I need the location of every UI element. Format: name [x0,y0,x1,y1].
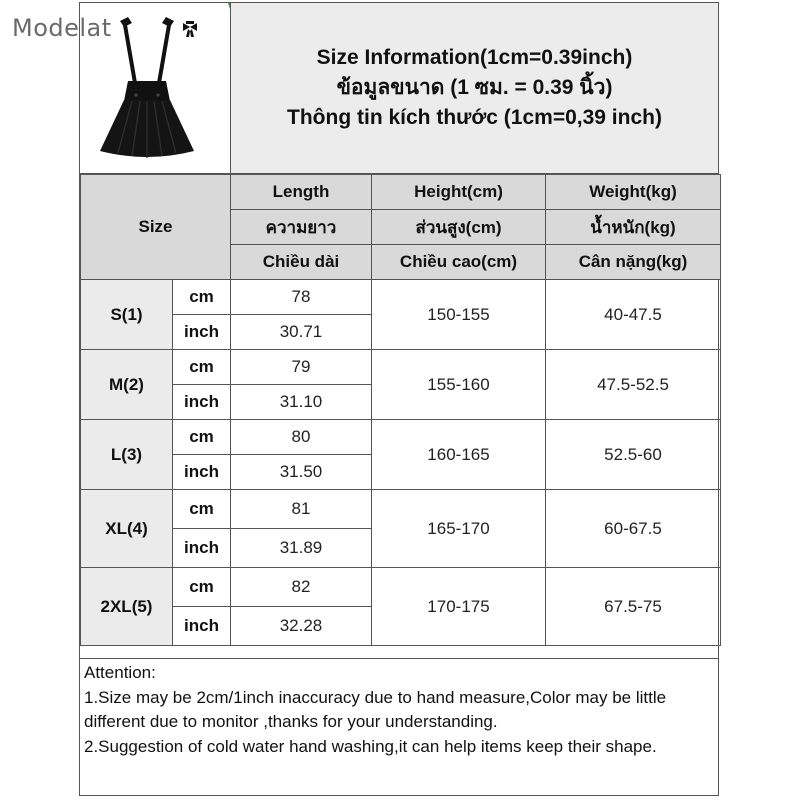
height-range: 160-165 [372,420,546,490]
weight-range: 47.5-52.5 [546,350,721,420]
column-header-weight-th: น้ำหนัก(kg) [546,210,721,245]
weight-range: 40-47.5 [546,280,721,350]
length-cm: 78 [231,280,372,315]
size-name: L(3) [81,420,173,490]
height-range: 150-155 [372,280,546,350]
table-row [81,568,721,607]
title-vietnamese: Thông tin kích thước (1cm=0,39 inch) [287,106,662,129]
length-inch: 30.71 [231,315,372,350]
notes-heading: Attention: [84,663,156,682]
length-cm: 82 [231,568,372,607]
column-header-length-th: ความยาว [231,210,372,245]
table-header-row [81,175,721,210]
column-header-height-en: Height(cm) [372,175,546,210]
notes-line-2: 2.Suggestion of cold water hand washing,it can help items keep their shape. [84,736,657,756]
length-inch: 32.28 [231,607,372,646]
column-header-weight-vi: Cân nặng(kg) [546,245,721,280]
unit-inch: inch [173,455,231,490]
unit-cm: cm [173,280,231,315]
size-name: XL(4) [81,490,173,568]
column-header-length-en: Length [231,175,372,210]
weight-range: 67.5-75 [546,568,721,646]
unit-inch: inch [173,315,231,350]
column-header-weight-en: Weight(kg) [546,175,721,210]
length-cm: 79 [231,350,372,385]
table-row [81,490,721,529]
length-inch: 31.50 [231,455,372,490]
length-inch: 31.10 [231,385,372,420]
size-table [80,174,721,646]
unit-inch: inch [173,529,231,568]
unit-cm: cm [173,490,231,529]
height-range: 170-175 [372,568,546,646]
unit-inch: inch [173,607,231,646]
size-column-header: Size [81,175,231,280]
title-english: Size Information(1cm=0.39inch) [316,46,633,69]
unit-cm: cm [173,568,231,607]
length-cm: 80 [231,420,372,455]
size-name: S(1) [81,280,173,350]
unit-cm: cm [173,350,231,385]
table-row [81,420,721,455]
brand-watermark: Modelat [12,14,112,42]
title-thai: ข้อมูลขนาด (1 ซม. = 0.39 นิ้ว) [336,76,613,99]
height-range: 155-160 [372,350,546,420]
column-header-length-vi: Chiều dài [231,245,372,280]
size-chart [79,2,719,796]
unit-cm: cm [173,420,231,455]
size-name: 2XL(5) [81,568,173,646]
weight-range: 52.5-60 [546,420,721,490]
column-header-height-vi: Chiều cao(cm) [372,245,546,280]
weight-range: 60-67.5 [546,490,721,568]
chart-header [80,3,718,174]
table-row [81,280,721,315]
table-row [81,350,721,385]
title-block [231,3,718,173]
notes-line-1: 1.Size may be 2cm/1inch inaccuracy due to hand measure,Color may be little different due to monitor ,thanks for your understanding. [84,687,667,731]
size-name: M(2) [81,350,173,420]
height-range: 165-170 [372,490,546,568]
attention-notes [80,658,718,795]
column-header-height-th: ส่วนสูง(cm) [372,210,546,245]
length-inch: 31.89 [231,529,372,568]
unit-inch: inch [173,385,231,420]
length-cm: 81 [231,490,372,529]
